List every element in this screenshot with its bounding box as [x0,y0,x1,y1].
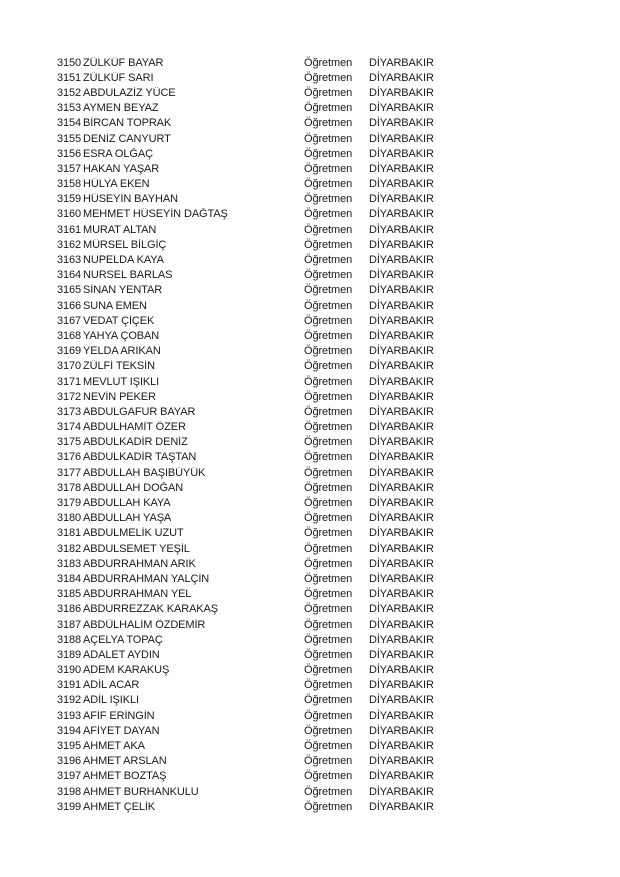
city-label: DİYARBAKIR [369,102,434,115]
city-label: DİYARBAKIR [369,709,434,722]
city-label: DİYARBAKIR [369,254,434,267]
occupation-label: Öğretmen [304,466,353,479]
list-row [57,207,597,222]
city-label: DİYARBAKIR [369,162,434,175]
row-number: 3155 [57,132,82,145]
list-row [57,313,597,328]
row-number: 3191 [57,679,82,692]
occupation-label: Öğretmen [304,694,353,707]
person-name: ABDULKADİR DENİZ [83,436,188,449]
occupation-label: Öğretmen [304,86,353,99]
person-name: HÜLYA EKEN [83,178,150,191]
person-name: ADİL ACAR [83,679,140,692]
list-row [57,70,597,85]
list-row [57,465,597,480]
occupation-label: Öğretmen [304,785,353,798]
row-number: 3153 [57,102,82,115]
person-name: SİNAN YENTAR [83,284,163,297]
city-label: DİYARBAKIR [369,542,434,555]
list-row [57,571,597,586]
person-name: ZÜLKÜF BAYAR [83,56,164,69]
row-number: 3165 [57,284,82,297]
list-row [57,435,597,450]
person-name: AÇELYA TOPAÇ [83,633,163,646]
occupation-label: Öğretmen [304,360,353,373]
list-row [57,511,597,526]
row-number: 3169 [57,345,82,358]
occupation-label: Öğretmen [304,800,353,813]
list-row [57,480,597,495]
occupation-label: Öğretmen [304,56,353,69]
city-label: DİYARBAKIR [369,269,434,282]
row-number: 3175 [57,436,82,449]
person-name: NURSEL BARLAS [83,269,173,282]
list-row [57,359,597,374]
occupation-label: Öğretmen [304,436,353,449]
row-number: 3188 [57,633,82,646]
person-name: ABDULKADİR TAŞTAN [83,451,197,464]
row-number: 3167 [57,314,82,327]
city-label: DİYARBAKIR [369,800,434,813]
city-label: DİYARBAKIR [369,193,434,206]
occupation-label: Öğretmen [304,178,353,191]
person-name: NUPELDA KAYA [83,254,164,267]
occupation-label: Öğretmen [304,238,353,251]
occupation-label: Öğretmen [304,481,353,494]
person-name: ABDULMELİK UZUT [83,527,184,540]
list-row [57,252,597,267]
teacher-list [57,55,597,814]
occupation-label: Öğretmen [304,345,353,358]
person-name: ZÜLFİ TEKSİN [83,360,155,373]
list-row [57,101,597,116]
row-number: 3181 [57,527,82,540]
list-row [57,663,597,678]
row-number: 3160 [57,208,82,221]
city-label: DİYARBAKIR [369,664,434,677]
city-label: DİYARBAKIR [369,770,434,783]
person-name: AYMEN BEYAZ [83,102,159,115]
list-row [57,283,597,298]
occupation-label: Öğretmen [304,588,353,601]
occupation-label: Öğretmen [304,740,353,753]
list-row [57,450,597,465]
city-label: DİYARBAKIR [369,618,434,631]
row-number: 3176 [57,451,82,464]
row-number: 3182 [57,542,82,555]
city-label: DİYARBAKIR [369,314,434,327]
occupation-label: Öğretmen [304,527,353,540]
person-name: AHMET ÇELİK [83,800,156,813]
city-label: DİYARBAKIR [369,223,434,236]
city-label: DİYARBAKIR [369,724,434,737]
list-row [57,678,597,693]
person-name: ADEM KARAKUŞ [83,664,170,677]
city-label: DİYARBAKIR [369,117,434,130]
list-row [57,404,597,419]
occupation-label: Öğretmen [304,132,353,145]
occupation-label: Öğretmen [304,71,353,84]
list-row [57,541,597,556]
row-number: 3183 [57,557,82,570]
list-row [57,328,597,343]
list-row [57,587,597,602]
city-label: DİYARBAKIR [369,299,434,312]
row-number: 3193 [57,709,82,722]
list-row [57,723,597,738]
row-number: 3184 [57,572,82,585]
city-label: DİYARBAKIR [369,755,434,768]
row-number: 3172 [57,390,82,403]
list-row [57,556,597,571]
person-name: AHMET AKA [83,740,145,753]
row-number: 3198 [57,785,82,798]
row-number: 3195 [57,740,82,753]
list-row [57,738,597,753]
row-number: 3162 [57,238,82,251]
occupation-label: Öğretmen [304,405,353,418]
city-label: DİYARBAKIR [369,785,434,798]
occupation-label: Öğretmen [304,664,353,677]
occupation-label: Öğretmen [304,162,353,175]
city-label: DİYARBAKIR [369,329,434,342]
occupation-label: Öğretmen [304,299,353,312]
city-label: DİYARBAKIR [369,588,434,601]
row-number: 3190 [57,664,82,677]
person-name: ADİL IŞIKLI [83,694,139,707]
person-name: ABDURRAHMAN ARIK [83,557,196,570]
row-number: 3156 [57,147,82,160]
city-label: DİYARBAKIR [369,71,434,84]
city-label: DİYARBAKIR [369,178,434,191]
occupation-label: Öğretmen [304,421,353,434]
person-name: MEVLUT IŞIKLI [83,375,160,388]
person-name: MEHMET HÜSEYİN DAĞTAŞ [83,208,228,221]
person-name: ZÜLKÜF SARI [83,71,154,84]
city-label: DİYARBAKIR [369,345,434,358]
row-number: 3170 [57,360,82,373]
city-label: DİYARBAKIR [369,466,434,479]
person-name: ABDULGAFUR BAYAR [83,405,196,418]
occupation-label: Öğretmen [304,451,353,464]
occupation-label: Öğretmen [304,770,353,783]
city-label: DİYARBAKIR [369,208,434,221]
person-name: ABDURRAHMAN YALÇİN [83,572,210,585]
row-number: 3179 [57,497,82,510]
city-label: DİYARBAKIR [369,679,434,692]
occupation-label: Öğretmen [304,223,353,236]
row-number: 3185 [57,588,82,601]
person-name: AHMET BURHANKULU [83,785,199,798]
row-number: 3187 [57,618,82,631]
person-name: ABDURRAHMAN YEL [83,588,192,601]
city-label: DİYARBAKIR [369,147,434,160]
list-row [57,298,597,313]
person-name: AHMET ARSLAN [83,755,167,768]
person-name: SUNA EMEN [83,299,147,312]
city-label: DİYARBAKIR [369,512,434,525]
city-label: DİYARBAKIR [369,405,434,418]
list-row [57,344,597,359]
list-row [57,222,597,237]
city-label: DİYARBAKIR [369,497,434,510]
occupation-label: Öğretmen [304,572,353,585]
person-name: ABDULLAH YAŞA [83,512,172,525]
list-row [57,617,597,632]
list-row [57,647,597,662]
row-number: 3158 [57,178,82,191]
occupation-label: Öğretmen [304,709,353,722]
person-name: YAHYA ÇOBAN [83,329,160,342]
occupation-label: Öğretmen [304,147,353,160]
person-name: AHMET BOZTAŞ [83,770,167,783]
list-row [57,526,597,541]
occupation-label: Öğretmen [304,269,353,282]
list-row [57,85,597,100]
row-number: 3151 [57,71,82,84]
list-row [57,602,597,617]
city-label: DİYARBAKIR [369,56,434,69]
city-label: DİYARBAKIR [369,436,434,449]
occupation-label: Öğretmen [304,648,353,661]
city-label: DİYARBAKIR [369,421,434,434]
occupation-label: Öğretmen [304,542,353,555]
occupation-label: Öğretmen [304,557,353,570]
person-name: ABDÜLHALİM ÖZDEMİR [83,618,206,631]
list-row [57,192,597,207]
occupation-label: Öğretmen [304,618,353,631]
row-number: 3150 [57,56,82,69]
row-number: 3166 [57,299,82,312]
list-row [57,799,597,814]
city-label: DİYARBAKIR [369,603,434,616]
person-name: AFİYET DAYAN [83,724,160,737]
occupation-label: Öğretmen [304,603,353,616]
row-number: 3157 [57,162,82,175]
row-number: 3159 [57,193,82,206]
row-number: 3163 [57,254,82,267]
occupation-label: Öğretmen [304,329,353,342]
person-name: ABDULLAH KAYA [83,497,171,510]
list-row [57,754,597,769]
person-name: BİRCAN TOPRAK [83,117,172,130]
person-name: ABDULHAMİT ÖZER [83,421,186,434]
city-label: DİYARBAKIR [369,481,434,494]
person-name: HAKAN YAŞAR [83,162,160,175]
occupation-label: Öğretmen [304,375,353,388]
list-row [57,268,597,283]
list-row [57,632,597,647]
occupation-label: Öğretmen [304,193,353,206]
city-label: DİYARBAKIR [369,375,434,388]
person-name: YELDA ARIKAN [83,345,161,358]
city-label: DİYARBAKIR [369,557,434,570]
list-row [57,146,597,161]
person-name: ABDULLAH BAŞIBÜYÜK [83,466,206,479]
occupation-label: Öğretmen [304,755,353,768]
row-number: 3171 [57,375,82,388]
person-name: MURAT ALTAN [83,223,157,236]
list-row [57,693,597,708]
list-row [57,131,597,146]
person-name: MÜRSEL BİLGİÇ [83,238,167,251]
list-row [57,374,597,389]
occupation-label: Öğretmen [304,679,353,692]
list-row [57,784,597,799]
person-name: ADALET AYDIN [83,648,160,661]
list-row [57,116,597,131]
occupation-label: Öğretmen [304,208,353,221]
person-name: VEDAT ÇİÇEK [83,314,155,327]
list-row [57,237,597,252]
city-label: DİYARBAKIR [369,390,434,403]
person-name: ABDULAZİZ YÜCE [83,86,176,99]
city-label: DİYARBAKIR [369,451,434,464]
occupation-label: Öğretmen [304,724,353,737]
person-name: ABDURREZZAK KARAKAŞ [83,603,219,616]
occupation-label: Öğretmen [304,497,353,510]
row-number: 3192 [57,694,82,707]
occupation-label: Öğretmen [304,102,353,115]
list-row [57,161,597,176]
person-name: NEVİN PEKER [83,390,156,403]
row-number: 3180 [57,512,82,525]
list-row [57,389,597,404]
row-number: 3173 [57,405,82,418]
city-label: DİYARBAKIR [369,633,434,646]
list-row [57,55,597,70]
city-label: DİYARBAKIR [369,527,434,540]
row-number: 3154 [57,117,82,130]
city-label: DİYARBAKIR [369,648,434,661]
list-row [57,177,597,192]
row-number: 3152 [57,86,82,99]
person-name: AFİF ERİNGİN [83,709,155,722]
list-row [57,708,597,723]
city-label: DİYARBAKIR [369,132,434,145]
row-number: 3194 [57,724,82,737]
city-label: DİYARBAKIR [369,284,434,297]
row-number: 3164 [57,269,82,282]
occupation-label: Öğretmen [304,284,353,297]
city-label: DİYARBAKIR [369,86,434,99]
city-label: DİYARBAKIR [369,360,434,373]
city-label: DİYARBAKIR [369,238,434,251]
occupation-label: Öğretmen [304,117,353,130]
occupation-label: Öğretmen [304,390,353,403]
person-name: ABDULSEMET YEŞİL [83,542,190,555]
city-label: DİYARBAKIR [369,694,434,707]
person-name: HÜSEYİN BAYHAN [83,193,178,206]
occupation-label: Öğretmen [304,314,353,327]
occupation-label: Öğretmen [304,633,353,646]
row-number: 3178 [57,481,82,494]
person-name: ESRA OLĞAÇ [83,147,153,160]
row-number: 3197 [57,770,82,783]
person-name: ABDULLAH DOĞAN [83,481,184,494]
list-row [57,420,597,435]
list-row [57,495,597,510]
city-label: DİYARBAKIR [369,572,434,585]
row-number: 3196 [57,755,82,768]
list-row [57,769,597,784]
row-number: 3161 [57,223,82,236]
row-number: 3199 [57,800,82,813]
row-number: 3189 [57,648,82,661]
person-name: DENİZ CANYURT [83,132,171,145]
row-number: 3177 [57,466,82,479]
row-number: 3186 [57,603,82,616]
occupation-label: Öğretmen [304,512,353,525]
city-label: DİYARBAKIR [369,740,434,753]
row-number: 3174 [57,421,82,434]
occupation-label: Öğretmen [304,254,353,267]
row-number: 3168 [57,329,82,342]
